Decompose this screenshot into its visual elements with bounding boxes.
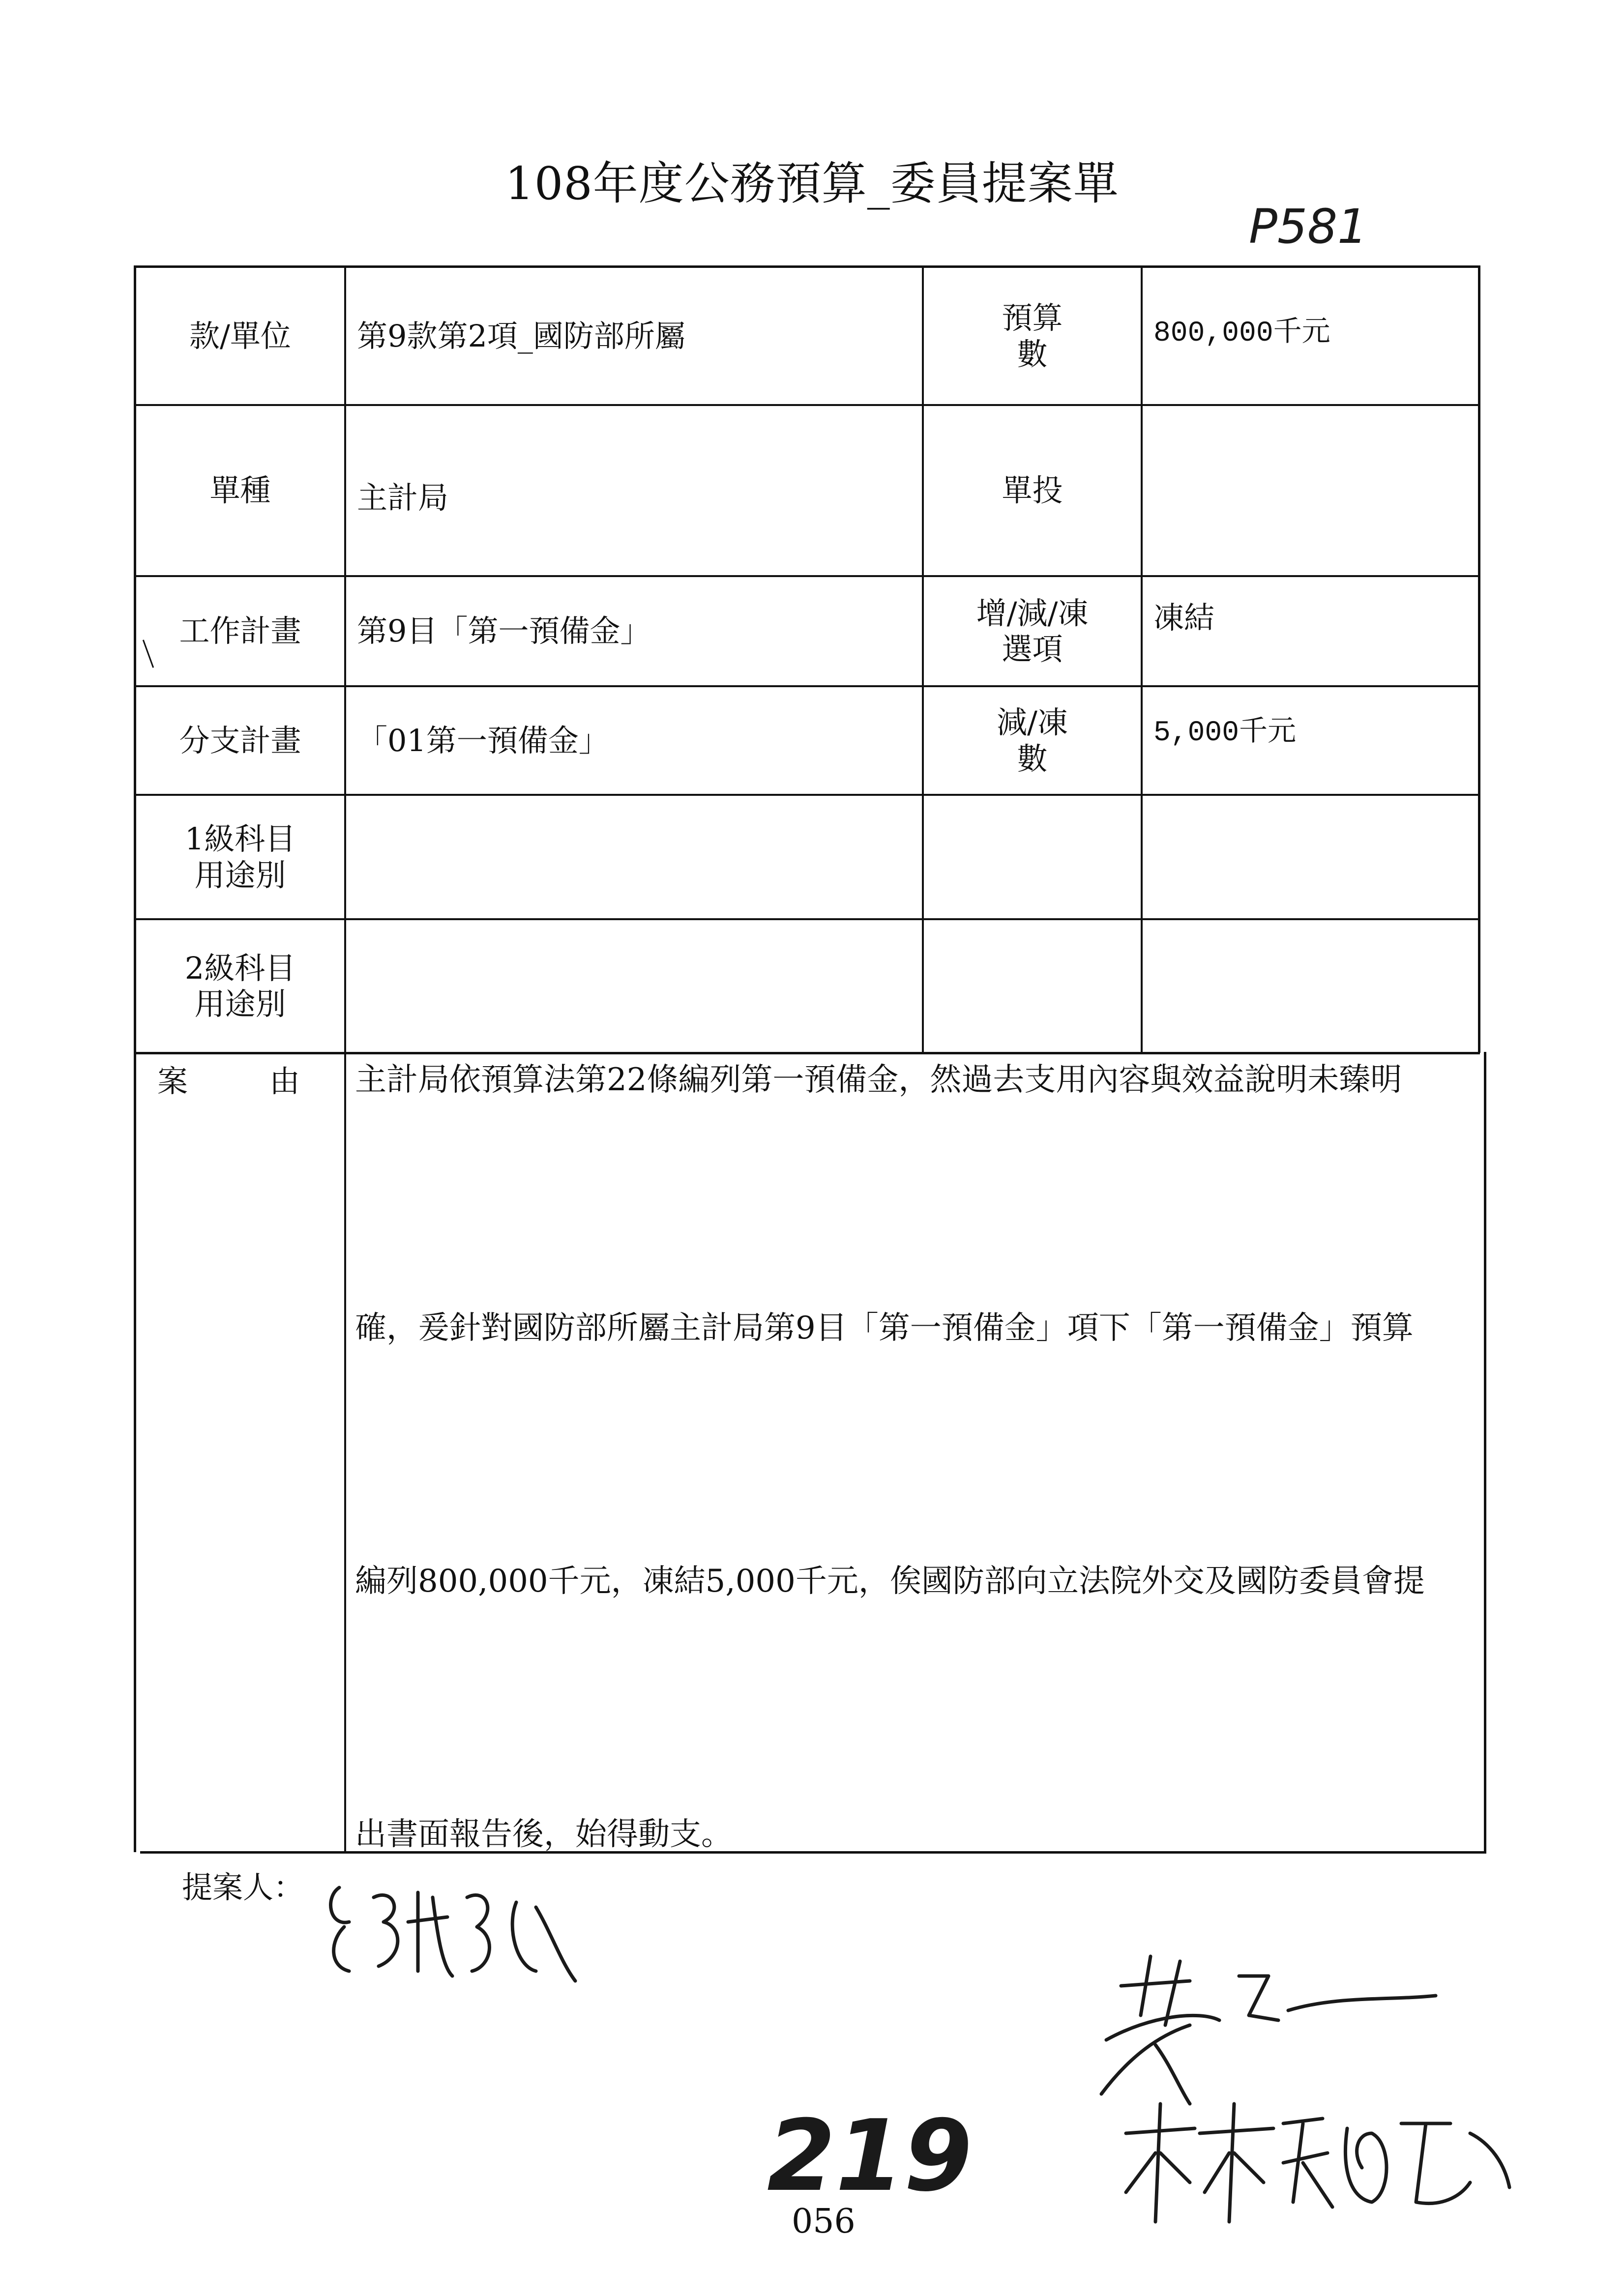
label-level2-subject: 2級科目 用途別 (184, 950, 296, 1022)
label-unit: 款/單位 (189, 318, 291, 354)
label-level2-blank (924, 920, 1141, 1052)
label-work-plan: 工作計畫 (179, 613, 301, 649)
value-sub-plan: 「01第一預備金」 (357, 722, 609, 758)
value-budget-amount: 800,000千元 (1153, 318, 1330, 349)
value-work-plan: 第9目「第一預備金」 (357, 613, 651, 649)
reason-line: 確，爰針對國防部所屬主計局第9目「第一預備金」項下「第一預備金」預算 (355, 1310, 1414, 1346)
cosigner-signature-1 (1092, 1947, 1446, 2114)
label-level1-blank (924, 796, 1141, 918)
label-budget-amount: 預算 數 (1002, 300, 1063, 372)
reason-line: 編列800,000千元，凍結5,000千元，俟國防部向立法院外交及國防委員會提 (355, 1563, 1425, 1599)
form-code-handwritten: P581 (1249, 199, 1368, 254)
value-level1-subject (346, 796, 922, 918)
value-level2-blank (1143, 920, 1478, 1052)
value-military-investment (1143, 406, 1478, 575)
page-number-printed: 056 (792, 2202, 856, 2241)
reason-line: 出書面報告後，始得動支。 (355, 1816, 733, 1853)
label-reason: 案 由 (157, 1063, 300, 1099)
label-branch: 單種 (209, 472, 271, 509)
page-number-handwritten: 219 (767, 2099, 973, 2213)
label-sub-plan: 分支計畫 (179, 722, 301, 758)
proposer-label: 提案人： (182, 1869, 304, 1905)
value-action-option: 凍結 (1153, 600, 1215, 636)
label-action-option: 增/減/凍 選項 (976, 595, 1089, 667)
value-branch: 主計局 (357, 480, 449, 516)
label-level1-subject: 1級科目 用途別 (184, 821, 296, 893)
proposer-signature (320, 1868, 595, 1996)
value-level2-subject (346, 920, 922, 1052)
table-border-right (1484, 1052, 1486, 1853)
table-border-right (1478, 265, 1480, 1053)
label-cut-freeze-amount: 減/凍 數 (997, 704, 1068, 777)
reason-line: 主計局依預算法第22條編列第一預備金，然過去支用內容與效益說明未臻明 (355, 1062, 1402, 1098)
value-cut-freeze-amount: 5,000千元 (1153, 717, 1297, 749)
value-level1-blank (1143, 796, 1478, 918)
label-military-investment: 單投 (1002, 472, 1063, 509)
cosigner-signature-2 (1116, 2094, 1519, 2232)
value-unit: 第9款第2項_國防部所屬 (357, 318, 685, 354)
form-title: 108年度公務預算_委員提案單 (505, 157, 1119, 210)
